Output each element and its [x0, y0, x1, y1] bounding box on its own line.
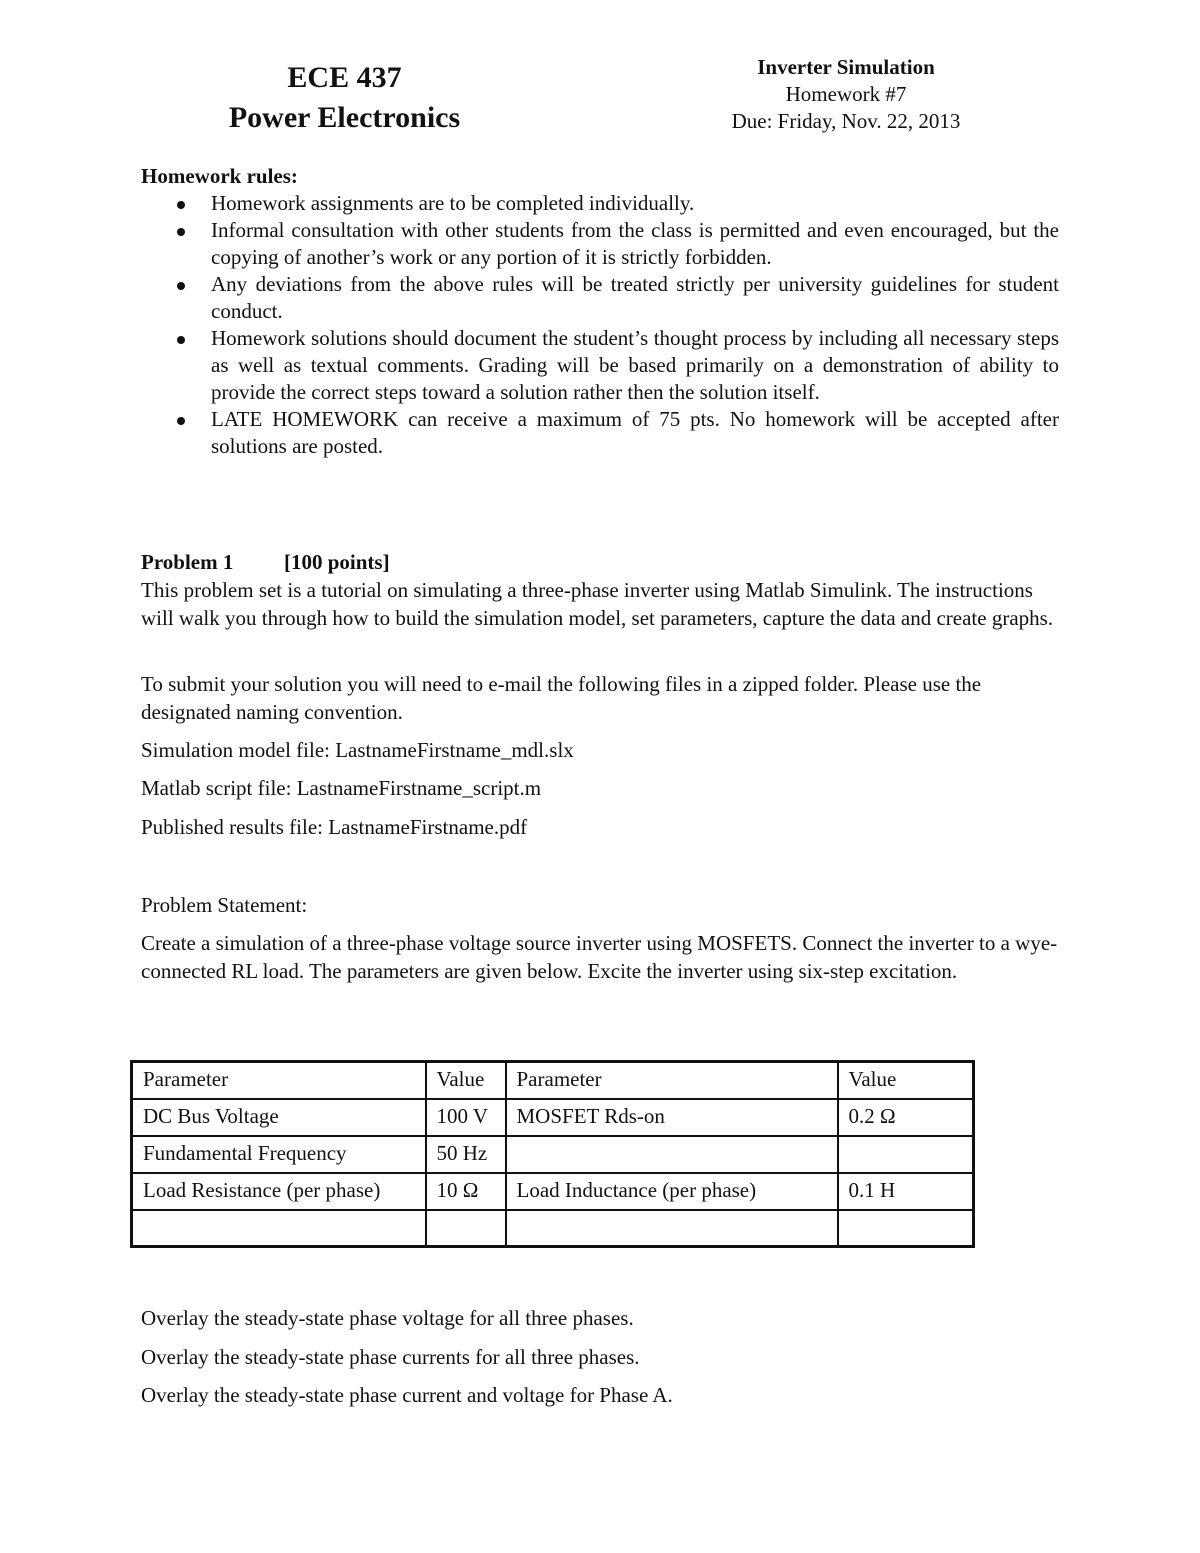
table-header-cell: Parameter — [506, 1062, 838, 1099]
problem-statement: Create a simulation of a three-phase voltage source inverter using MOSFETS. Connect the inverter to a wye-connected RL load. The parameters are given below. Excite the inverter using six-step excitation. — [141, 931, 1058, 983]
table-cell: MOSFET Rds-on — [506, 1099, 838, 1136]
assignment-header — [690, 54, 1002, 135]
task-item: Overlay the steady-state phase voltage for all three phases. — [141, 1306, 634, 1330]
homework-number: Homework #7 — [785, 82, 907, 106]
table-cell: Load Resistance (per phase) — [132, 1173, 426, 1210]
file-script: Matlab script file: LastnameFirstname_script.m — [141, 776, 542, 800]
table-cell — [506, 1136, 838, 1173]
task-item: Overlay the steady-state phase current and voltage for Phase A. — [141, 1383, 673, 1407]
bullet-icon — [177, 201, 185, 209]
table-cell — [838, 1210, 974, 1247]
table-header-cell: Value — [426, 1062, 506, 1099]
rule-item: LATE HOMEWORK can receive a maximum of 75 pts. No homework will be accepted after solutions are posted. — [141, 406, 1059, 460]
problem-intro: This problem set is a tutorial on simulating a three-phase inverter using Matlab Simulink. The instructions will walk you through how to build the simulation model, set parameters, capture the data and create graphs. — [141, 578, 1054, 630]
problem-points: [100 points] — [284, 550, 390, 574]
table-cell: 0.1 H — [838, 1173, 974, 1210]
table-cell: DC Bus Voltage — [132, 1099, 426, 1136]
task-item: Overlay the steady-state phase currents for all three phases. — [141, 1345, 640, 1369]
table-cell: 0.2 Ω — [838, 1099, 974, 1136]
bullet-icon — [177, 282, 185, 290]
parameter-table — [130, 1060, 975, 1248]
rules-list — [141, 190, 1059, 460]
problem-title — [141, 549, 390, 576]
table-header-cell: Parameter — [132, 1062, 426, 1099]
table-cell: 10 Ω — [426, 1173, 506, 1210]
table-cell — [426, 1210, 506, 1247]
rule-item: Any deviations from the above rules will be treated strictly per university guidelines for student conduct. — [141, 271, 1059, 325]
assignment-title: Inverter Simulation — [757, 55, 935, 79]
table-cell: Load Inductance (per phase) — [506, 1173, 838, 1210]
rule-item: Homework assignments are to be completed individually. — [141, 190, 1059, 217]
problem-label: Problem 1 — [141, 550, 234, 574]
table-cell: Fundamental Frequency — [132, 1136, 426, 1173]
table-header-row — [132, 1062, 974, 1099]
bullet-icon — [177, 417, 185, 425]
file-model: Simulation model file: LastnameFirstname_mdl.slx — [141, 738, 574, 762]
table-cell — [132, 1210, 426, 1247]
table-cell — [838, 1136, 974, 1173]
bullet-icon — [177, 228, 185, 236]
bullet-icon — [177, 336, 185, 344]
table-row — [132, 1136, 974, 1173]
table-cell: 50 Hz — [426, 1136, 506, 1173]
course-header — [222, 58, 467, 138]
statement-heading: Problem Statement: — [141, 893, 308, 917]
rule-item: Informal consultation with other students from the class is permitted and even encouraged, but the copying of another’s work or any portion of it is strictly forbidden. — [141, 217, 1059, 271]
file-results: Published results file: LastnameFirstname.pdf — [141, 815, 528, 839]
table-cell — [506, 1210, 838, 1247]
table-row — [132, 1210, 974, 1247]
submit-instructions: To submit your solution you will need to e-mail the following files in a zipped folder. Please use the designated naming convention. — [141, 672, 982, 724]
rule-item: Homework solutions should document the student’s thought process by including all necessary steps as well as textual comments. Grading will be based primarily on a demonstration of ability to provide the correct steps toward a solution rather then the solution itself. — [141, 325, 1059, 406]
table-header-cell: Value — [838, 1062, 974, 1099]
course-name: Power Electronics — [228, 101, 461, 134]
course-code: ECE 437 — [287, 61, 402, 94]
due-date: Due: Friday, Nov. 22, 2013 — [731, 109, 961, 133]
table-row — [132, 1099, 974, 1136]
rules-heading: Homework rules: — [141, 164, 298, 188]
table-row — [132, 1173, 974, 1210]
homework-rules — [141, 163, 1059, 460]
table-cell: 100 V — [426, 1099, 506, 1136]
